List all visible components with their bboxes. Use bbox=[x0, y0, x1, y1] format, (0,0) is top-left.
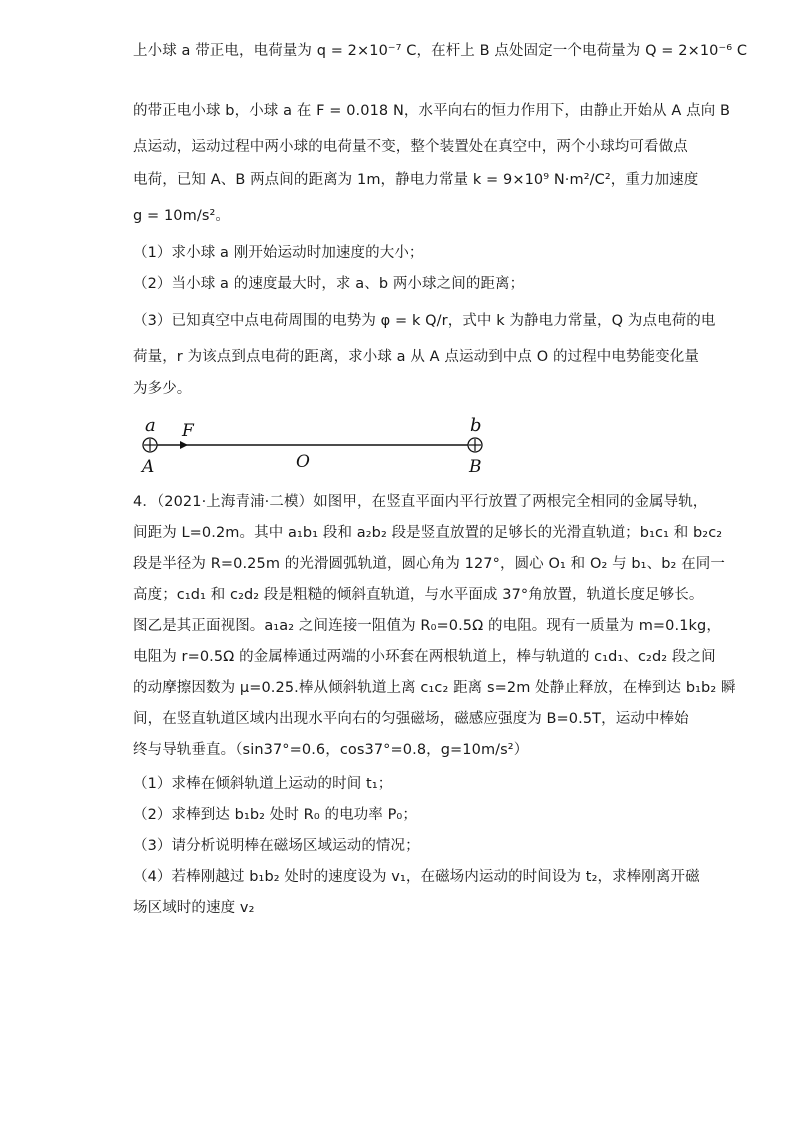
ball-a bbox=[143, 438, 157, 452]
problem4-line-5: 图乙是其正面视图。a₁a₂ 之间连接一阻值为 R₀=0.5Ω 的电阻。现有一质量为 m=0.1kg， bbox=[133, 618, 721, 634]
problem4-line-7: 的动摩擦因数为 μ=0.25.棒从倾斜轨道上离 c₁c₂ 距离 s=2m 处静止释放，在棒到达 b₁b₂ 瞬 bbox=[133, 680, 736, 696]
label-F: F bbox=[182, 421, 194, 441]
problem3-question-2: （2）当小球 a 的速度最大时，求 a、b 两小球之间的距离； bbox=[133, 276, 525, 292]
force-arrow-icon bbox=[180, 441, 188, 449]
label-B: B bbox=[469, 457, 482, 477]
rod-diagram bbox=[130, 412, 500, 482]
problem3-line-1: 上小球 a 带正电，电荷量为 q = 2×10⁻⁷ C，在杆上 B 点处固定一个电荷量为 Q = 2×10⁻⁶ C bbox=[133, 43, 748, 59]
ball-b bbox=[468, 438, 482, 452]
problem4-line-9: 终与导轨垂直。（sin37°=0.6，cos37°=0.8，g=10m/s²） bbox=[133, 742, 529, 758]
problem4-line-4: 高度；c₁d₁ 和 c₂d₂ 段是粗糙的倾斜直轨道，与水平面成 37°角放置，轨道长度足够长。 bbox=[133, 587, 704, 603]
problem3-line-4: 电荷，已知 A、B 两点间的距离为 1m，静电力常量 k = 9×10⁹ N·m²/C²，重力加速度 bbox=[133, 172, 699, 188]
problem4-question-2: （2）求棒到达 b₁b₂ 处时 R₀ 的电功率 P₀； bbox=[133, 807, 417, 823]
problem3-line-5: g = 10m/s²。 bbox=[133, 208, 230, 224]
problem4-question-4-end: 场区域时的速度 v₂ bbox=[133, 900, 255, 916]
problem4-question-1: （1）求棒在倾斜轨道上运动的时间 t₁； bbox=[133, 776, 393, 792]
problem4-question-3: （3）请分析说明棒在磁场区域运动的情况； bbox=[133, 838, 420, 854]
problem3-line-3: 点运动，运动过程中两小球的电荷量不变，整个装置处在真空中，两个小球均可看做点 bbox=[133, 139, 688, 155]
problem3-line-2: 的带正电小球 b，小球 a 在 F = 0.018 N，水平向右的恒力作用下，由静止开始从 A 点向 B bbox=[133, 103, 731, 119]
problem4-line-2: 间距为 L=0.2m。其中 a₁b₁ 段和 a₂b₂ 段是竖直放置的足够长的光滑直轨道；b₁c₁ 和 b₂c₂ bbox=[133, 525, 723, 541]
label-a: a bbox=[145, 415, 156, 436]
problem4-line-6: 电阻为 r=0.5Ω 的金属棒通过两端的小环套在两根轨道上，棒与轨道的 c₁d₁、c₂d₂ 段之间 bbox=[133, 649, 716, 665]
label-A: A bbox=[142, 457, 155, 477]
problem3-question-1: （1）求小球 a 刚开始运动时加速度的大小； bbox=[133, 245, 424, 261]
label-O: O bbox=[296, 452, 310, 472]
problem3-question-3-end: 为多少。 bbox=[133, 381, 192, 397]
problem4-line-8: 间，在竖直轨道区域内出现水平向右的匀强磁场，磁感应强度为 B=0.5T，运动中棒始 bbox=[133, 711, 689, 727]
problem4-question-4: （4）若棒刚越过 b₁b₂ 处时的速度设为 v₁，在磁场内运动的时间设为 t₂，求棒刚离开磁 bbox=[133, 869, 700, 885]
problem4-line-1: 4．（2021·上海青浦·二模）如图甲，在竖直平面内平行放置了两根完全相同的金属导轨， bbox=[133, 494, 708, 510]
problem3-question-3: （3）已知真空中点电荷周围的电势为 φ = k Q/r，式中 k 为静电力常量，Q 为点电荷的电 bbox=[133, 313, 716, 329]
label-b: b bbox=[470, 415, 482, 436]
problem4-line-3: 段是半径为 R=0.25m 的光滑圆弧轨道，圆心角为 127°，圆心 O₁ 和 O₂ 与 b₁、b₂ 在同一 bbox=[133, 556, 725, 572]
problem3-question-3-cont: 荷量，r 为该点到点电荷的距离，求小球 a 从 A 点运动到中点 O 的过程中电势能变化量 bbox=[133, 349, 699, 365]
